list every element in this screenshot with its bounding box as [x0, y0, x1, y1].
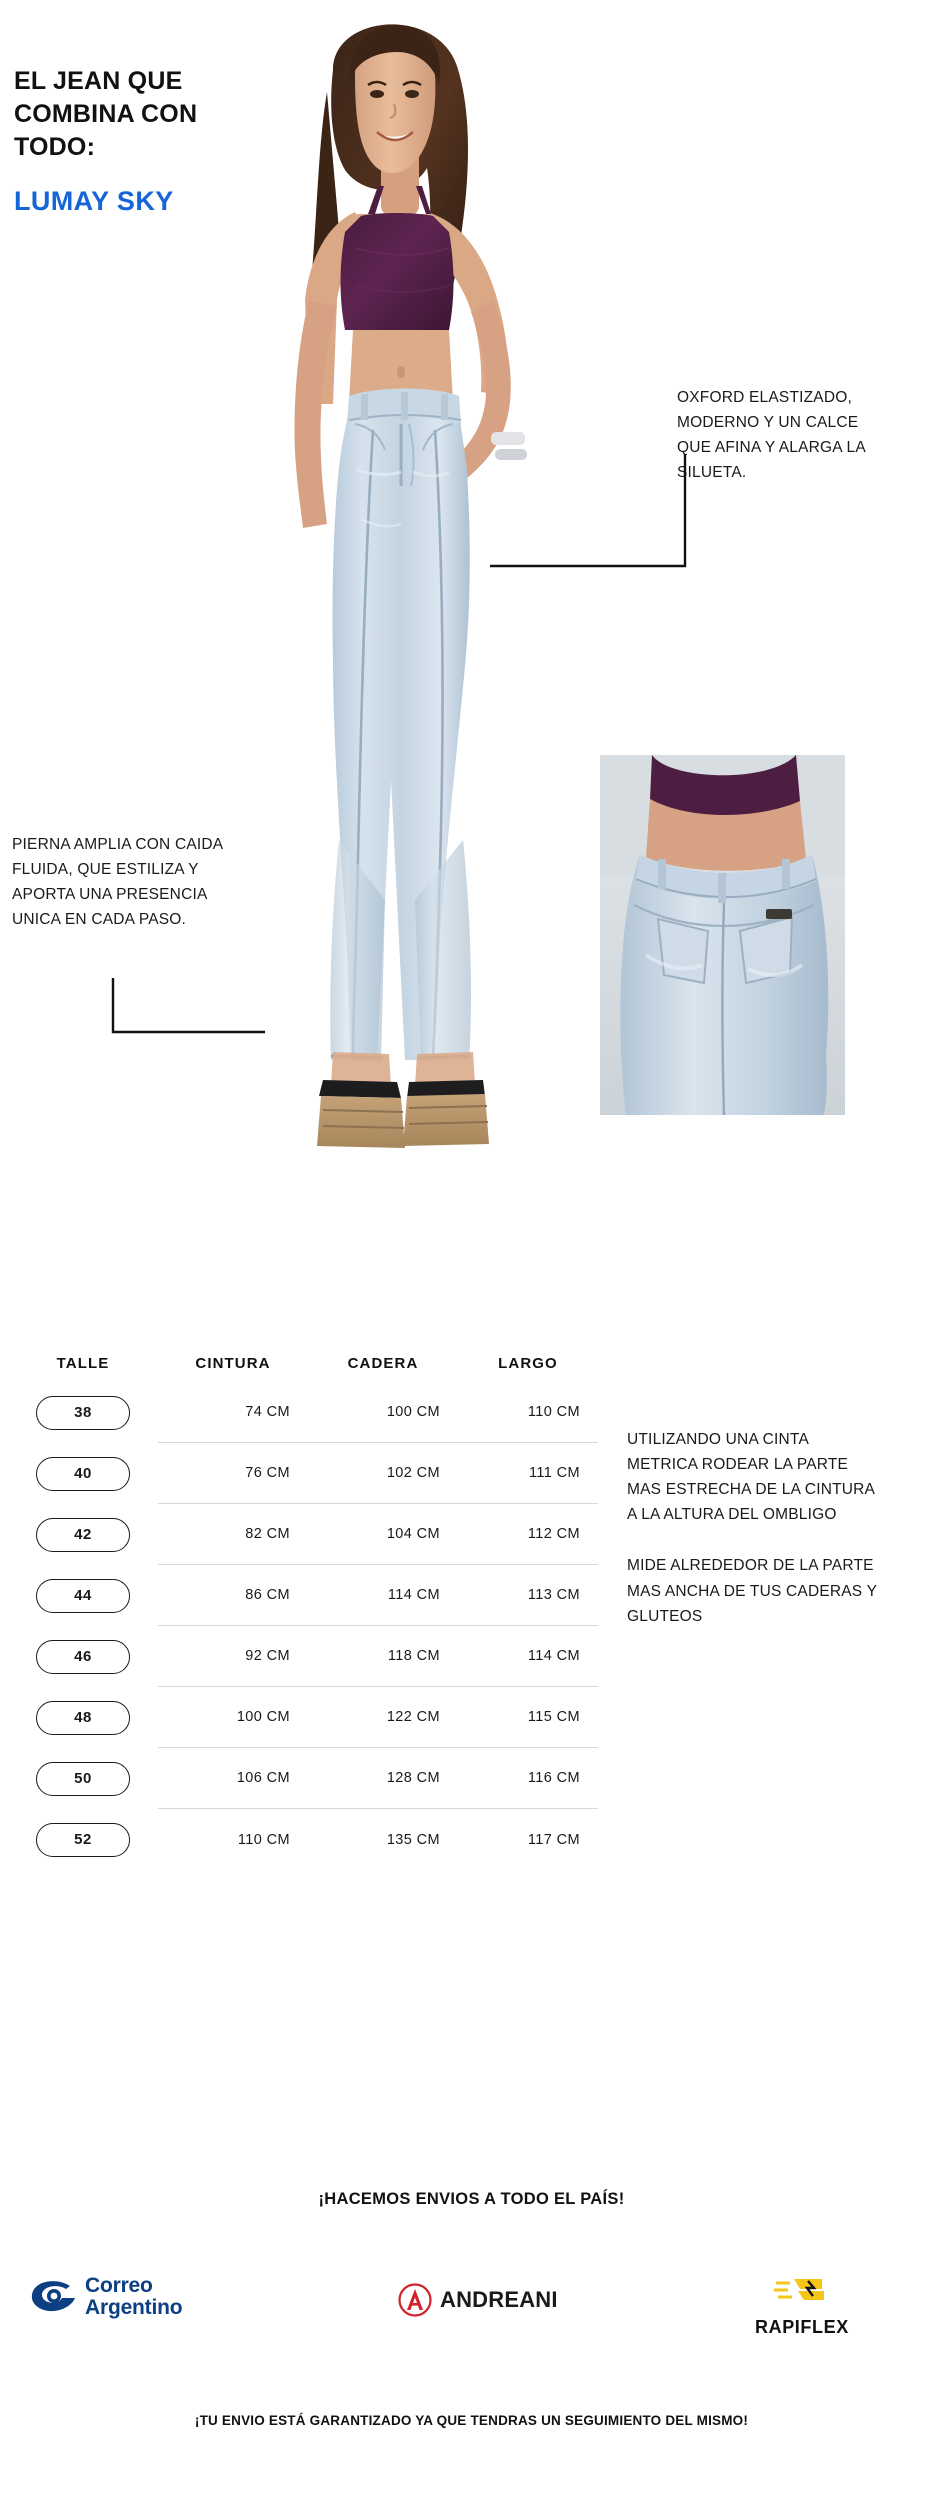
shipping-guarantee-text: ¡TU ENVIO ESTÁ GARANTIZADO YA QUE TENDRAS UN SEGUIMIENTO DEL MISMO! — [194, 2413, 749, 2428]
cell-cintura: 100 CM — [158, 1687, 308, 1748]
table-row — [8, 1565, 608, 1626]
product-name: LUMAY SKY — [14, 186, 174, 216]
correo-argentino-icon — [30, 2280, 76, 2314]
size-pill[interactable]: 46 — [36, 1640, 130, 1674]
detail-photo-back-pocket — [600, 755, 845, 1115]
cell-cintura: 82 CM — [158, 1504, 308, 1565]
table-row — [8, 1382, 608, 1443]
cell-cadera: 122 CM — [308, 1687, 458, 1748]
cell-cintura: 110 CM — [237, 1831, 290, 1848]
cell-largo: 110 CM — [458, 1382, 598, 1443]
column-header-cintura: CINTURA — [195, 1355, 271, 1372]
model-photo — [205, 0, 635, 1310]
logo-rapiflex — [755, 2277, 849, 2338]
cell-cadera: 102 CM — [308, 1443, 458, 1504]
note-waist: UTILIZANDO UNA CINTA METRICA RODEAR LA PARTE MAS ESTRECHA DE LA CINTURA A LA ALTURA DEL OMBLIGO — [627, 1431, 875, 1524]
andreani-wordmark: ANDREANI — [440, 2287, 558, 2312]
shipping-banner — [0, 2190, 943, 2209]
cell-cadera: 114 CM — [308, 1565, 458, 1626]
cell-largo: 113 CM — [458, 1565, 598, 1626]
cell-cintura: 86 CM — [158, 1565, 308, 1626]
size-pill[interactable]: 38 — [36, 1396, 130, 1430]
rapiflex-wordmark: RAPIFLEX — [755, 2317, 849, 2337]
callout-fit-description: OXFORD ELASTIZADO, MODERNO Y UN CALCE QUE AFINA Y ALARGA LA SILUETA. — [677, 389, 866, 482]
size-pill[interactable]: 50 — [36, 1762, 130, 1796]
size-pill[interactable]: 48 — [36, 1701, 130, 1735]
cell-cintura: 92 CM — [158, 1626, 308, 1687]
cell-cintura: 76 CM — [158, 1443, 308, 1504]
carrier-logos — [0, 2275, 943, 2345]
andreani-icon — [398, 2283, 432, 2317]
leader-line-right — [490, 448, 690, 568]
size-chart-header-row — [8, 1355, 608, 1382]
correo-line1: Correo — [85, 2274, 153, 2297]
cell-largo: 112 CM — [458, 1504, 598, 1565]
cell-cadera: 135 CM — [386, 1831, 440, 1848]
correo-line2: Argentino — [85, 2295, 183, 2319]
table-row — [8, 1809, 608, 1870]
correo-argentino-wordmark — [85, 2275, 182, 2319]
table-row — [8, 1687, 608, 1748]
column-header-cadera: CADERA — [347, 1355, 419, 1372]
size-pill[interactable]: 52 — [36, 1823, 130, 1857]
cell-largo: 114 CM — [458, 1626, 598, 1687]
table-row — [8, 1443, 608, 1504]
size-chart-table — [8, 1355, 608, 1870]
note-hip: MIDE ALREDEDOR DE LA PARTE MAS ANCHA DE TUS CADERAS Y GLUTEOS — [627, 1557, 877, 1625]
cell-cintura: 74 CM — [158, 1382, 308, 1443]
cell-largo: 111 CM — [458, 1443, 598, 1504]
size-pill[interactable]: 40 — [36, 1457, 130, 1491]
logo-andreani — [398, 2283, 558, 2317]
rapiflex-icon — [774, 2277, 830, 2311]
shipping-title: ¡HACEMOS ENVIOS A TODO EL PAÍS! — [318, 2190, 625, 2208]
cell-cadera: 104 CM — [308, 1504, 458, 1565]
logo-correo-argentino — [30, 2275, 182, 2319]
cell-largo: 117 CM — [527, 1831, 580, 1848]
table-row — [8, 1504, 608, 1565]
cell-cadera: 118 CM — [308, 1626, 458, 1687]
cell-cintura: 106 CM — [158, 1748, 308, 1809]
table-row — [8, 1748, 608, 1809]
size-pill[interactable]: 42 — [36, 1518, 130, 1552]
cell-cadera: 100 CM — [308, 1382, 458, 1443]
size-pill[interactable]: 44 — [36, 1579, 130, 1613]
column-header-largo: LARGO — [498, 1355, 558, 1372]
column-header-talle: TALLE — [56, 1355, 110, 1372]
cell-largo: 116 CM — [458, 1748, 598, 1809]
cell-largo: 115 CM — [458, 1687, 598, 1748]
table-row — [8, 1626, 608, 1687]
page-title: EL JEAN QUE COMBINA CON TODO: — [14, 66, 198, 161]
callout-leg-description: PIERNA AMPLIA CON CAIDA FLUIDA, QUE ESTILIZA Y APORTA UNA PRESENCIA UNICA EN CADA PASO. — [12, 836, 223, 929]
measurement-notes — [627, 1427, 882, 1655]
cell-cadera: 128 CM — [308, 1748, 458, 1809]
leader-line-left — [110, 970, 270, 1050]
